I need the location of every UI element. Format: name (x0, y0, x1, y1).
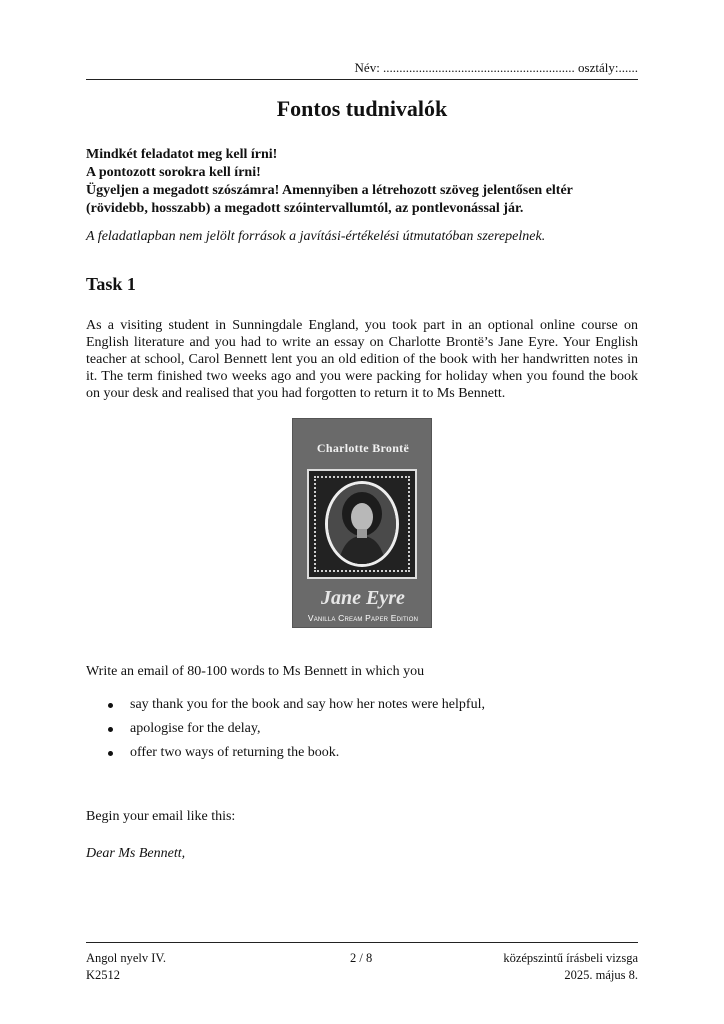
book-cover-title: Jane Eyre (321, 587, 405, 609)
book-cover-author: Charlotte Brontë (316, 441, 410, 455)
task-description: As a visiting student in Sunningdale England, you took part in an optional online course on English literature and you had to write an essay on Charlotte Brontë’s Jane Eyre. Your English teacher at school, Carol Bennett lent you an old edition of the book with her handwritten notes in it. The term finished two weeks ago and you were packing for holiday when you found the book on your desk and realised that you had forgotten to return it to Ms Bennett. (86, 318, 638, 401)
book-cover-edition: Vanilla Cream Paper Edition (307, 613, 419, 623)
task-bullet-list (108, 697, 485, 769)
footer-code: K2512 (86, 968, 121, 982)
footer-subject: Angol nyelv IV. (86, 951, 166, 965)
email-salutation: Dear Ms Bennett, (86, 846, 186, 861)
task-prompt: Write an email of 80-100 words to Ms Bennett in which you (86, 664, 425, 679)
footer-date: 2025. május 8. (564, 968, 638, 982)
bullet-text: say thank you for the book and say how her notes were helpful, (130, 697, 485, 712)
name-class-line: Név: ........................................................... osztály:...... (354, 60, 638, 75)
instruction-line: Ügyeljen a megadott szószámra! Amennyiben a létrehozott szöveg jelentősen eltér (86, 183, 573, 198)
portrait-oval (325, 481, 399, 567)
sources-note: A feladatlapban nem jelölt források a javítási-értékelési útmutatóban szerepelnek. (86, 229, 546, 244)
task-title: Task 1 (86, 274, 136, 294)
footer-right (460, 950, 638, 984)
book-cover-portrait-frame (307, 469, 417, 579)
footer-divider (86, 942, 638, 943)
instructions-block (86, 146, 641, 218)
bullet-icon (108, 751, 113, 756)
bullet-text: offer two ways of returning the book. (130, 745, 340, 760)
instruction-line: Mindkét feladatot meg kell írni! (86, 147, 278, 162)
begin-instruction: Begin your email like this: (86, 809, 236, 824)
footer-exam-level: középszintű írásbeli vizsga (503, 951, 638, 965)
bullet-icon (108, 727, 113, 732)
instruction-line: (rövidebb, hosszabb) a megadott szóintervallumtól, az pontlevonással jár. (86, 201, 524, 216)
portrait-illustration (328, 484, 396, 564)
footer-page-number: 2 / 8 (350, 951, 373, 965)
book-cover-image (292, 418, 432, 628)
list-item (108, 697, 485, 721)
list-item (108, 745, 485, 769)
header-divider (86, 79, 638, 80)
footer-left (86, 950, 166, 984)
list-item (108, 721, 485, 745)
page-title: Fontos tudnivalók (276, 96, 448, 121)
bullet-icon (108, 703, 113, 708)
instruction-line: A pontozott sorokra kell írni! (86, 165, 261, 180)
bullet-text: apologise for the delay, (130, 721, 261, 736)
